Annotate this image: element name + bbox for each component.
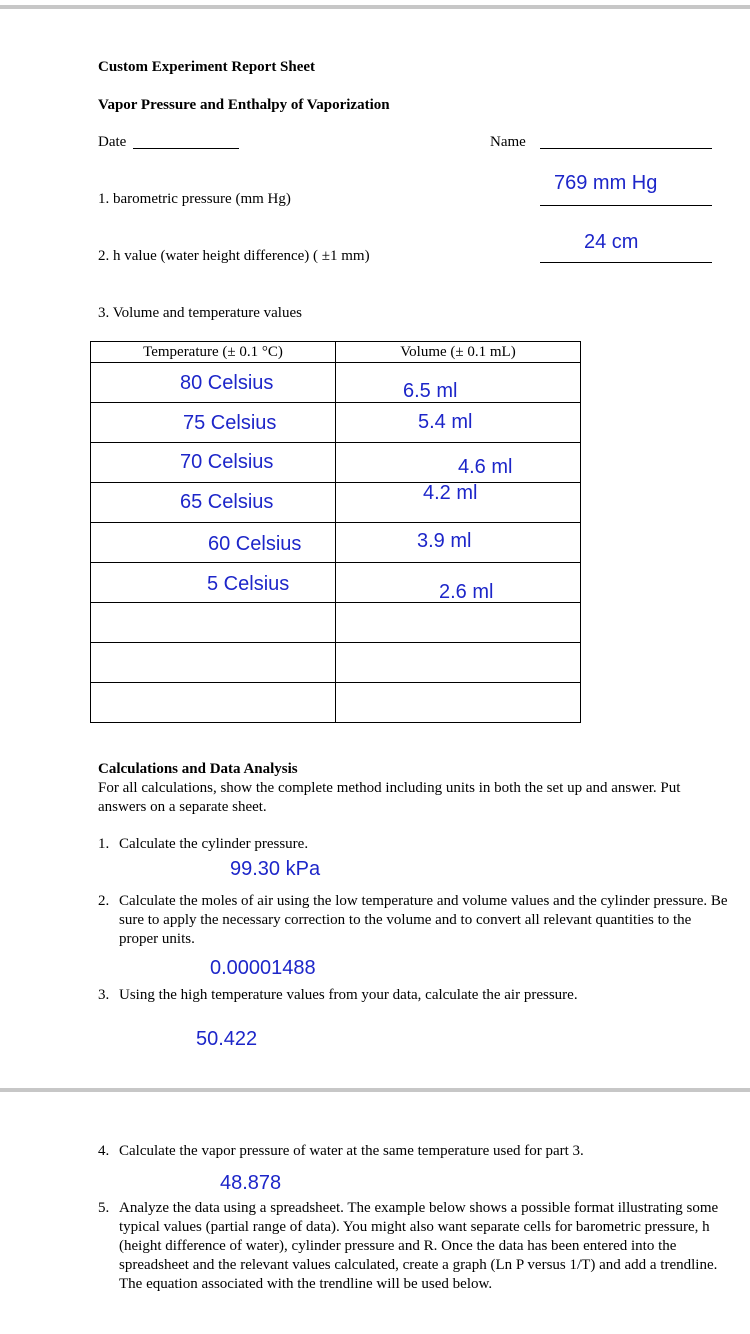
temperature-value: 60 Celsius [208,533,302,555]
calculations-heading: Calculations and Data Analysis [98,761,298,777]
table-row [91,603,581,643]
calc-item-5-text: Analyze the data using a spreadsheet. The example below shows a possible format illustrating some typical values (partial range of data). You might also want separate cells for barometric pressure, h (height difference of water), cylinder pressure and R. Once the data has been entered into the spreadsheet and the relevant values calculated, create a graph (Ln P versus 1/T) and add a trendline. The equation associated with the trendline will be used below. [119,1200,719,1292]
page-top-edge [0,5,750,9]
table-row [91,563,581,603]
calc-item-4-text: Calculate the vapor pressure of water at the same temperature used for part 3. [119,1143,584,1159]
table-row [91,363,581,403]
calc-item-3-answer: 50.422 [196,1028,258,1050]
calc-item-1-text: Calculate the cylinder pressure. [119,836,309,852]
data-table [90,341,581,723]
name-field[interactable] [540,148,712,149]
calculations-intro: For all calculations, show the complete method including units in both the set up and answer. Put answers on a separate sheet. [98,780,681,815]
volume-value: 3.9 ml [417,530,472,552]
calc-item-3-number: 3. [98,987,110,1003]
temperature-value: 5 Celsius [207,573,290,595]
calc-item-4-number: 4. [98,1143,110,1159]
table-row [91,483,581,523]
temperature-value: 75 Celsius [183,412,277,434]
table-row [91,403,581,443]
calc-item-1-answer: 99.30 kPa [230,858,321,880]
q2-label: 2. h value (water height difference) ( ±1 mm) [98,248,370,264]
temperature-value: 70 Celsius [180,451,274,473]
q2-answer: 24 cm [584,231,639,253]
report-title: Custom Experiment Report Sheet [98,59,316,75]
date-label: Date [98,134,127,150]
calc-item-1-number: 1. [98,836,110,852]
table-row [91,643,581,683]
page-break [0,1088,750,1092]
volume-value: 2.6 ml [439,581,494,603]
temperature-value: 80 Celsius [180,372,274,394]
volume-value: 5.4 ml [418,411,473,433]
calc-item-5-number: 5. [98,1200,110,1216]
q1-answer: 769 mm Hg [554,172,658,194]
calc-item-4-answer: 48.878 [220,1172,282,1194]
name-label: Name [490,134,526,150]
volume-value: 4.2 ml [423,482,478,504]
date-field[interactable] [133,148,239,149]
q1-label: 1. barometric pressure (mm Hg) [98,191,291,207]
volume-header: Volume (± 0.1 mL) [336,342,581,363]
table-row [91,443,581,483]
calc-item-2-text: Calculate the moles of air using the low temperature and volume values and the cylinder pressure. Be sure to apply the necessary correction to the volume and to convert all relevant quantities to the proper units. [119,893,728,947]
calc-item-2-answer: 0.00001488 [210,957,316,979]
temperature-value: 65 Celsius [180,491,274,513]
q1-answer-line[interactable] [540,205,712,206]
table-row [91,523,581,563]
calc-item-2-number: 2. [98,893,110,909]
temperature-header: Temperature (± 0.1 °C) [91,342,336,363]
volume-value: 6.5 ml [403,380,458,402]
q2-answer-line[interactable] [540,262,712,263]
volume-value: 4.6 ml [458,456,513,478]
q3-label: 3. Volume and temperature values [98,305,302,321]
report-subtitle: Vapor Pressure and Enthalpy of Vaporization [98,97,390,113]
table-row [91,683,581,723]
calc-item-3-text: Using the high temperature values from your data, calculate the air pressure. [119,987,578,1003]
